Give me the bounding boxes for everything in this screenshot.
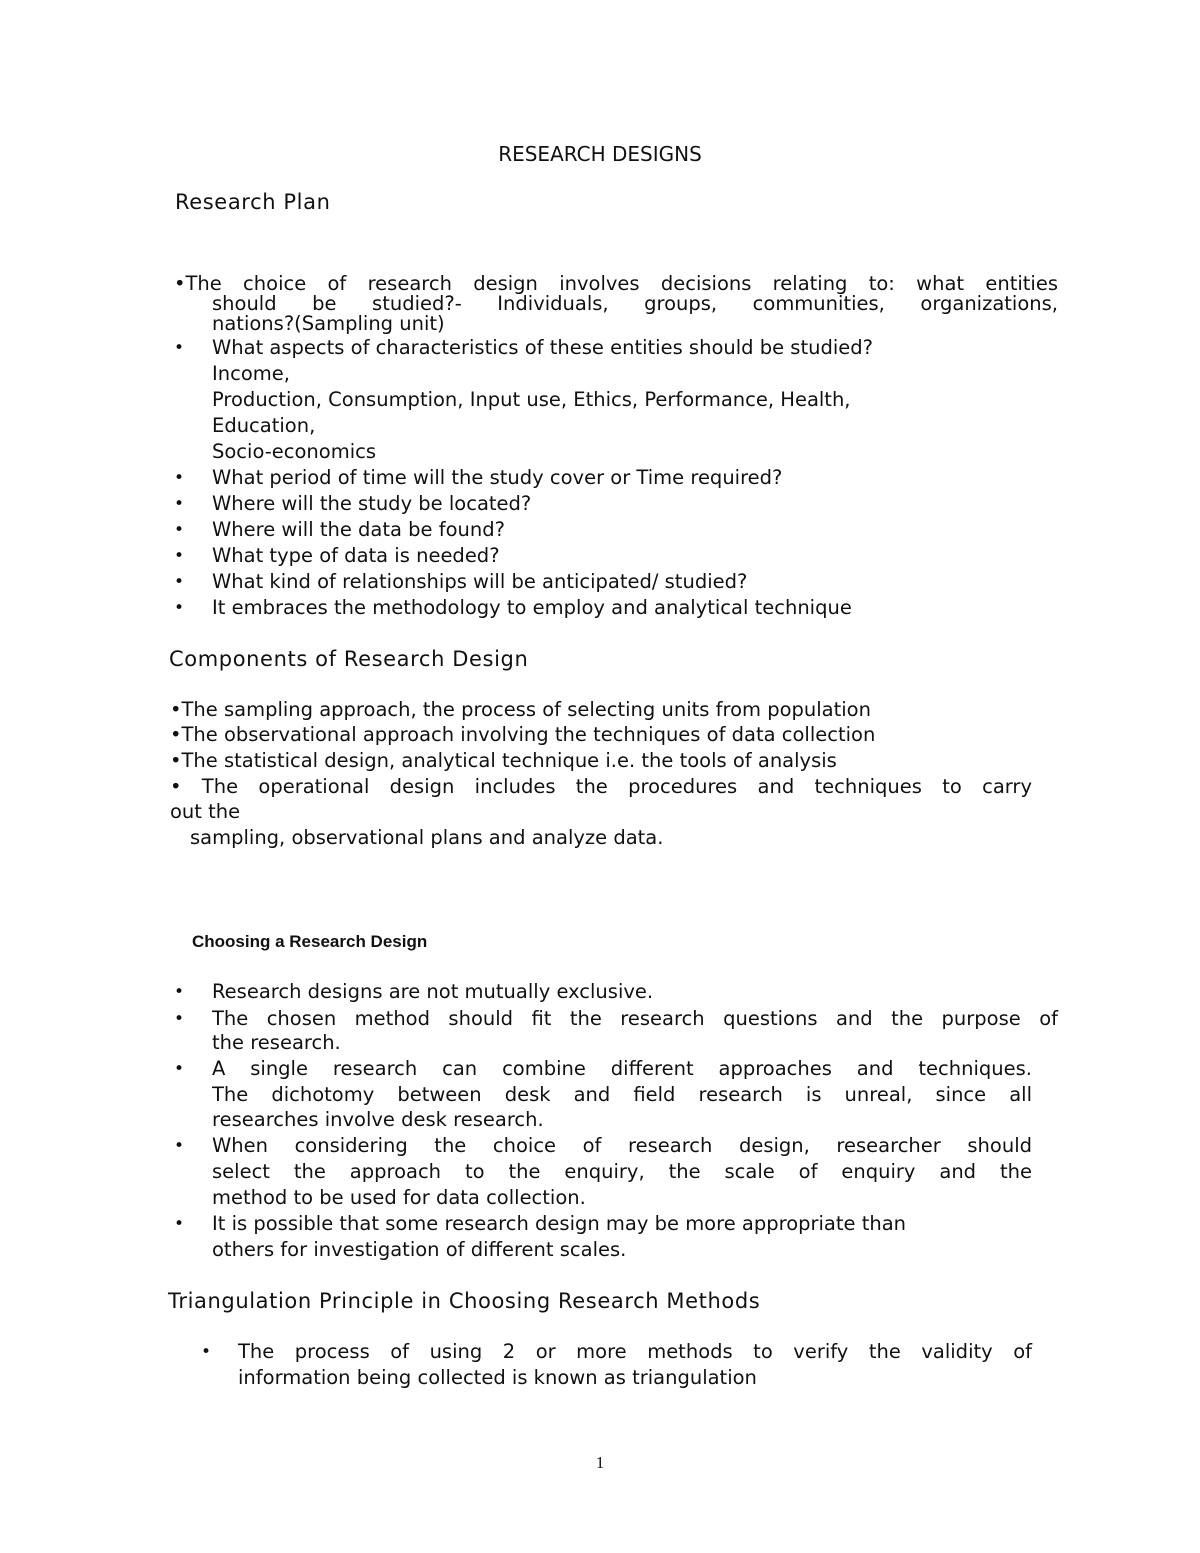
choosing-item-5-line-2: others for investigation of different scales. [212, 1238, 627, 1261]
choosing-item-2-line-1: The chosen method should fit the research questions and the purpose of [212, 1007, 1058, 1030]
choosing-item-4-line-3: method to be used for data collection. [212, 1186, 586, 1209]
aspects-line-3: Production, Consumption, Input use, Ethics, Performance, Health, [212, 388, 851, 411]
choosing-item-1: Research designs are not mutually exclusive. [212, 980, 654, 1003]
page-number: 1 [595, 1453, 605, 1472]
triangulation-item-line-2: information being collected is known as triangulation [238, 1366, 757, 1389]
plan-item-data-type: What type of data is needed? [212, 544, 500, 567]
aspects-line-1: What aspects of characteristics of these entities should be studied? [212, 336, 873, 359]
choosing-item-2-line-2: the research. [212, 1031, 341, 1054]
intro-line-3: nations?(Sampling unit) [212, 312, 445, 335]
choosing-item-5-line-1: It is possible that some research design may be more appropriate than [212, 1212, 907, 1235]
bullet-marker: • [174, 1214, 185, 1234]
bullet-marker: • [174, 494, 185, 514]
plan-item-data-source: Where will the data be found? [212, 518, 505, 541]
bullet-marker: • [174, 1009, 185, 1029]
intro-line-2: should be studied?- Individuals, groups, communities, organizations, [212, 292, 1058, 315]
choosing-item-3-line-2: The dichotomy between desk and field research is unreal, since all [212, 1083, 1032, 1106]
plan-item-relationships: What kind of relationships will be anticipated/ studied? [212, 570, 748, 593]
heading-research-plan: Research Plan [175, 190, 331, 214]
intro-line-1: •The choice of research design involves decisions relating to: what entities [174, 272, 1058, 295]
heading-choosing: Choosing a Research Design [192, 932, 428, 951]
plan-item-methodology: It embraces the methodology to employ and analytical technique [212, 596, 852, 619]
heading-components: Components of Research Design [169, 647, 529, 671]
bullet-marker: • [174, 572, 185, 592]
choosing-item-4-line-2: select the approach to the enquiry, the scale of enquiry and the [212, 1160, 1032, 1183]
bullet-marker: • [174, 546, 185, 566]
bullet-marker: • [174, 1136, 185, 1156]
choosing-item-3-line-3: researches involve desk research. [212, 1108, 544, 1131]
choosing-item-4-line-1: When considering the choice of research design, researcher should [212, 1134, 1032, 1157]
choosing-item-3-line-1: A single research can combine different approaches and techniques. [212, 1057, 1032, 1080]
triangulation-item-line-1: The process of using 2 or more methods to verify the validity of [238, 1340, 1032, 1363]
component-observational: •The observational approach involving the techniques of data collection [170, 723, 876, 746]
component-operational-line-1: • The operational design includes the procedures and techniques to carry [170, 775, 1032, 798]
bullet-marker: • [174, 338, 185, 358]
plan-item-location: Where will the study be located? [212, 492, 532, 515]
aspects-line-2: Income, [212, 362, 290, 385]
component-operational-line-3: sampling, observational plans and analyze data. [190, 826, 664, 849]
heading-triangulation: Triangulation Principle in Choosing Research Methods [168, 1289, 761, 1313]
aspects-line-4: Education, [212, 414, 316, 437]
bullet-marker: • [174, 468, 185, 488]
document-title: RESEARCH DESIGNS [498, 142, 702, 166]
aspects-line-5: Socio-economics [212, 440, 377, 463]
bullet-marker: • [174, 520, 185, 540]
bullet-marker: • [174, 1059, 185, 1079]
bullet-marker: • [174, 982, 185, 1002]
plan-item-time: What period of time will the study cover or Time required? [212, 466, 783, 489]
bullet-marker: • [174, 598, 185, 618]
component-operational-line-2: out the [170, 800, 241, 823]
component-sampling: •The sampling approach, the process of selecting units from population [170, 698, 871, 721]
component-statistical: •The statistical design, analytical technique i.e. the tools of analysis [170, 749, 837, 772]
bullet-marker: • [201, 1342, 212, 1362]
